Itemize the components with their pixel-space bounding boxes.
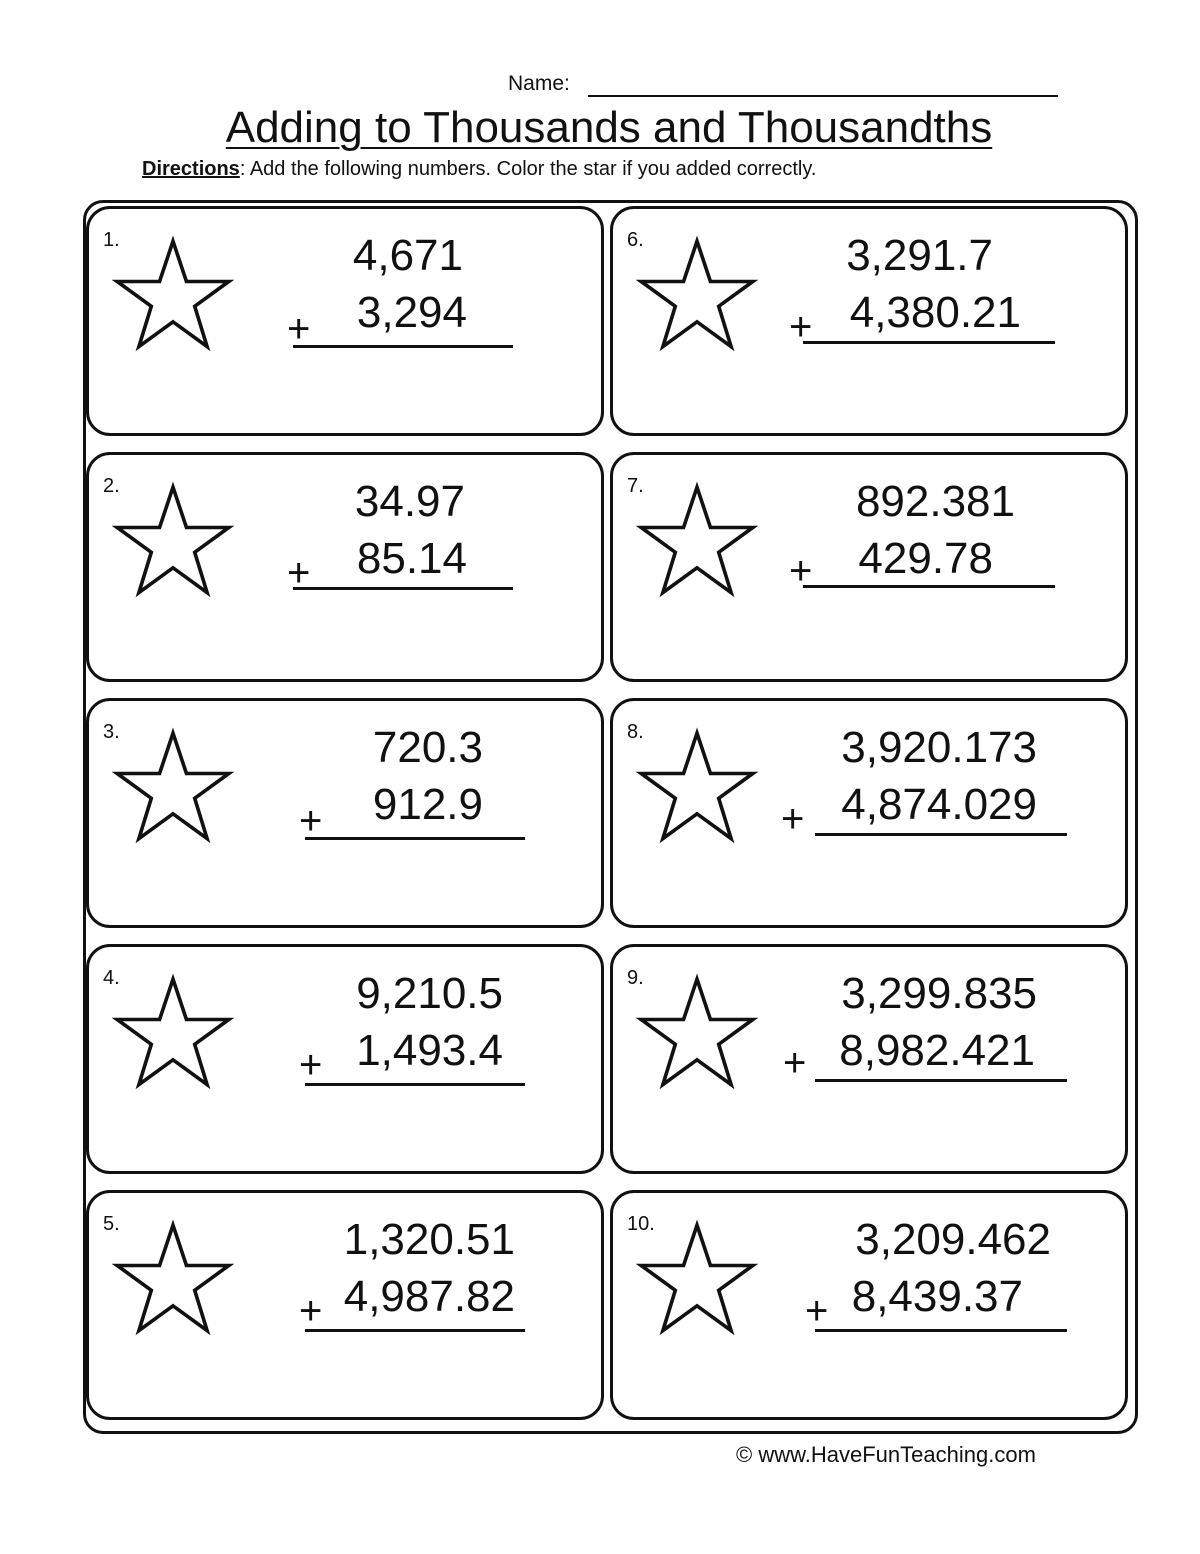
problem-number: 6.	[627, 229, 644, 251]
star-icon[interactable]	[111, 481, 235, 605]
star-icon[interactable]	[635, 973, 759, 1097]
addend-bottom: 8,439.37	[851, 1272, 1023, 1321]
addend-top: 3,299.835	[841, 969, 1037, 1018]
problem-number: 9.	[627, 967, 644, 989]
addend-top: 892.381	[855, 477, 1015, 526]
addend-bottom: 1,493.4	[356, 1026, 503, 1075]
problem-card	[610, 944, 1128, 1174]
star-icon[interactable]	[635, 481, 759, 605]
problem-number: 8.	[627, 721, 644, 743]
problem-card	[86, 452, 604, 682]
problem-number: 5.	[103, 1213, 120, 1235]
plus-sign: +	[805, 1289, 829, 1333]
problem-card	[86, 206, 604, 436]
addend-bottom: 4,874.029	[841, 780, 1037, 829]
addend-bottom: 8,982.421	[839, 1026, 1035, 1075]
addend-bottom: 85.14	[356, 534, 467, 583]
name-label: Name:	[508, 72, 570, 95]
answer-line	[305, 1329, 525, 1332]
problem-card	[610, 452, 1128, 682]
plus-sign: +	[287, 307, 311, 351]
problem-number: 7.	[627, 475, 644, 497]
problem-card	[86, 944, 604, 1174]
problem-card	[610, 698, 1128, 928]
plus-sign: +	[781, 797, 805, 841]
directions-text: : Add the following numbers. Color the star if you added correctly.	[239, 158, 817, 180]
star-icon[interactable]	[111, 973, 235, 1097]
answer-line	[305, 837, 525, 840]
answer-line	[293, 345, 513, 348]
directions-label: Directions	[142, 158, 240, 180]
answer-line	[815, 1079, 1067, 1082]
worksheet-title: Adding to Thousands and Thousandths	[225, 103, 993, 152]
star-icon[interactable]	[111, 1219, 235, 1343]
addend-top: 9,210.5	[356, 969, 503, 1018]
plus-sign: +	[299, 1043, 323, 1087]
addend-top: 34.97	[354, 477, 465, 526]
addend-top: 3,209.462	[855, 1215, 1051, 1264]
answer-line	[305, 1083, 525, 1086]
problem-number: 4.	[103, 967, 120, 989]
answer-line	[815, 833, 1067, 836]
addend-bottom: 429.78	[858, 534, 993, 583]
problem-number: 1.	[103, 229, 120, 251]
problem-number: 10.	[627, 1213, 655, 1235]
star-icon[interactable]	[111, 727, 235, 851]
addend-bottom: 4,380.21	[849, 288, 1021, 337]
addend-bottom: 912.9	[372, 780, 483, 829]
problem-number: 2.	[103, 475, 120, 497]
answer-line	[803, 585, 1055, 588]
plus-sign: +	[789, 305, 813, 349]
directions	[142, 158, 816, 181]
plus-sign: +	[789, 549, 813, 593]
plus-sign: +	[783, 1041, 807, 1085]
star-icon[interactable]	[635, 235, 759, 359]
addend-top: 3,920.173	[841, 723, 1037, 772]
addend-top: 720.3	[372, 723, 483, 772]
addend-top: 4,671	[352, 231, 463, 280]
name-blank-line[interactable]	[588, 95, 1058, 97]
copyright-footer: © www.HaveFunTeaching.com	[736, 1442, 1036, 1467]
problem-card	[610, 1190, 1128, 1420]
plus-sign: +	[299, 799, 323, 843]
problem-card	[610, 206, 1128, 436]
problem-card	[86, 1190, 604, 1420]
addend-bottom: 4,987.82	[343, 1272, 515, 1321]
problem-card	[86, 698, 604, 928]
addend-top: 1,320.51	[343, 1215, 515, 1264]
star-icon[interactable]	[635, 727, 759, 851]
plus-sign: +	[299, 1289, 323, 1333]
plus-sign: +	[287, 551, 311, 595]
star-icon[interactable]	[635, 1219, 759, 1343]
star-icon[interactable]	[111, 235, 235, 359]
problem-number: 3.	[103, 721, 120, 743]
answer-line	[815, 1329, 1067, 1332]
addend-top: 3,291.7	[846, 231, 993, 280]
addend-bottom: 3,294	[356, 288, 467, 337]
answer-line	[803, 341, 1055, 344]
answer-line	[293, 587, 513, 590]
